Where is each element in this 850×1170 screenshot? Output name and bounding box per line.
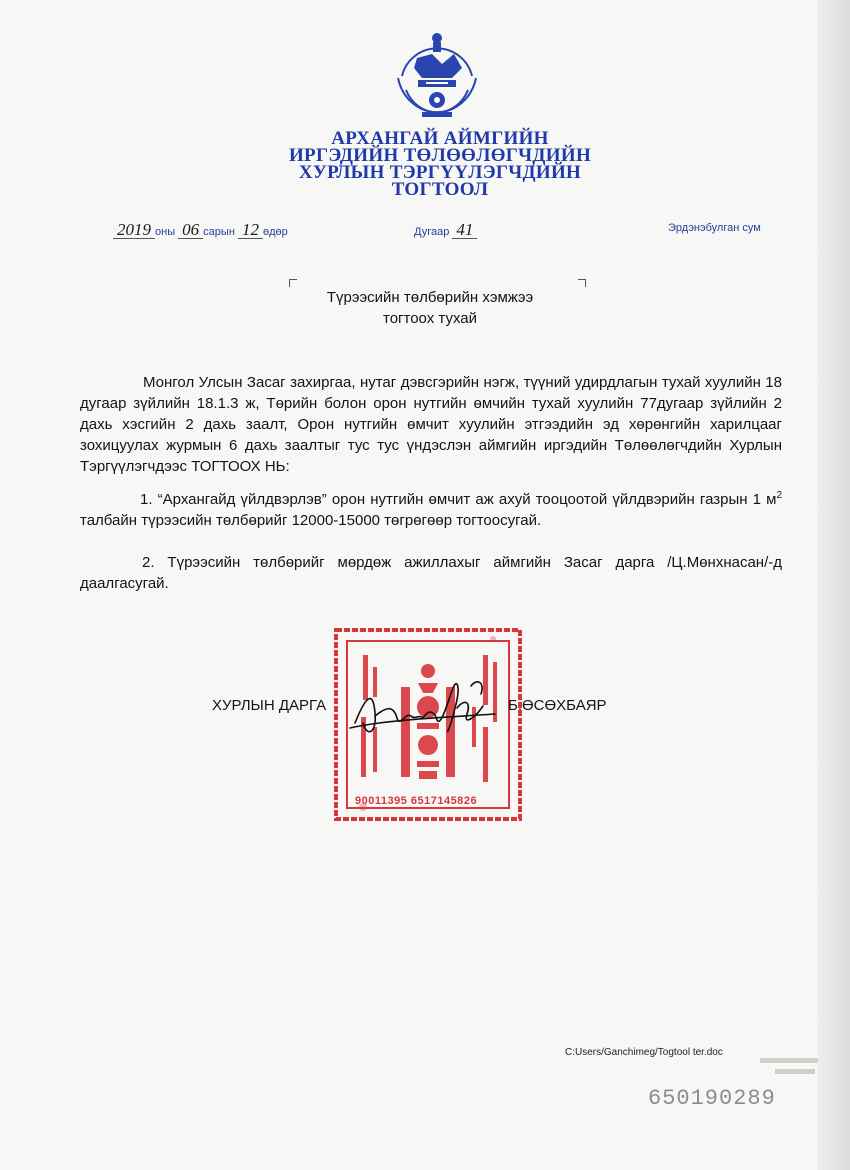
subject-bracket-right	[578, 279, 586, 287]
clause-1-number: 1.	[140, 491, 153, 508]
date-field	[113, 222, 288, 239]
preamble-paragraph: Монгол Улсын Засаг захиргаа, нутаг дэвсгэрийн нэгж, түүний удирдлагын тухай хуулийн 18 дугаар зүйлийн 18.1.3 ж, Төрийн болон орон нутгийн өмчийн тухай хуулийн 77дугаар зүйлийн 2 дахь хэсгийн 2 дахь заалт, Орон нутгийн өмчит хуулийн этгээдийн эд хөрөнгийн харилцааг зохицуулах журмын 6 дахь заалтыг тус тус үндэслэн аймгийн иргэдийн Төлөөлөгчдийн Хурлын Тэргүүлэгчдээс ТОГТООХ НЬ:	[80, 374, 782, 475]
state-emblem-icon	[392, 28, 482, 128]
date-month-label: сарын	[203, 226, 235, 238]
date-day-label: өдөр	[262, 226, 288, 238]
clause-1	[80, 485, 782, 531]
header-line-council: ИРГЭДИЙН ТӨЛӨӨЛӨГЧДИЙН	[288, 145, 592, 166]
clause-1-text-a: “Архангайд үйлдвэрлэв” орон нутгийн өмчит аж ахуй тооцоотой үйлдвэрийн газрын 1 м	[157, 491, 777, 508]
header-line-presidium: ХУРЛЫН ТЭРГҮҮЛЭГЧДИЙН	[298, 162, 582, 183]
resolution-number: 41	[452, 222, 477, 239]
date-year: 2019	[113, 222, 155, 239]
header-line-resolution: ТОГТООЛ	[391, 179, 489, 200]
signatory-name: Б.ӨСӨХБАЯР	[508, 697, 607, 714]
bleed-through-mark	[760, 1058, 818, 1063]
clause-1-text-b: талбайн түрээсийн төлбөрийг 12000-15000 төгрөгөөр тогтоосугай.	[80, 512, 542, 529]
clause-1-superscript: 2	[776, 490, 782, 501]
subject-line-1: Түрээсийн төлбөрийн хэмжээ	[326, 289, 534, 306]
stamp-numbers: 90011395 6517145826	[355, 795, 478, 807]
place-field: Эрдэнэбулган сум	[668, 222, 761, 234]
subject-title	[240, 287, 620, 329]
document-body	[80, 372, 782, 594]
date-day: 12	[238, 222, 263, 239]
clause-2	[80, 552, 782, 594]
header-line-aimag: АРХАНГАЙ АЙМГИЙН	[331, 128, 549, 149]
subject-line-2: тогтоох тухай	[383, 310, 477, 327]
number-label: Дугаар	[414, 226, 450, 238]
bleed-through-mark	[775, 1069, 815, 1074]
handwritten-signature	[345, 668, 505, 748]
page-edge	[818, 0, 850, 1170]
number-field	[414, 222, 477, 239]
clause-2-number: 2.	[142, 554, 155, 571]
date-month: 06	[178, 222, 203, 239]
file-path-note: C:Users/Ganchimeg/Togtool ter.doc	[565, 1047, 723, 1058]
document-header	[200, 130, 680, 198]
clause-2-text: Түрээсийн төлбөрийг мөрдөж ажиллахыг аймгийн Засаг дарга /Ц.Мөнхнасан/-д даалгасугай.	[80, 554, 782, 592]
serial-number: 650190289	[648, 1086, 776, 1111]
signatory-title: ХУРЛЫН ДАРГА	[212, 697, 327, 714]
date-year-label: оны	[155, 226, 176, 238]
subject-bracket-left	[289, 279, 297, 287]
